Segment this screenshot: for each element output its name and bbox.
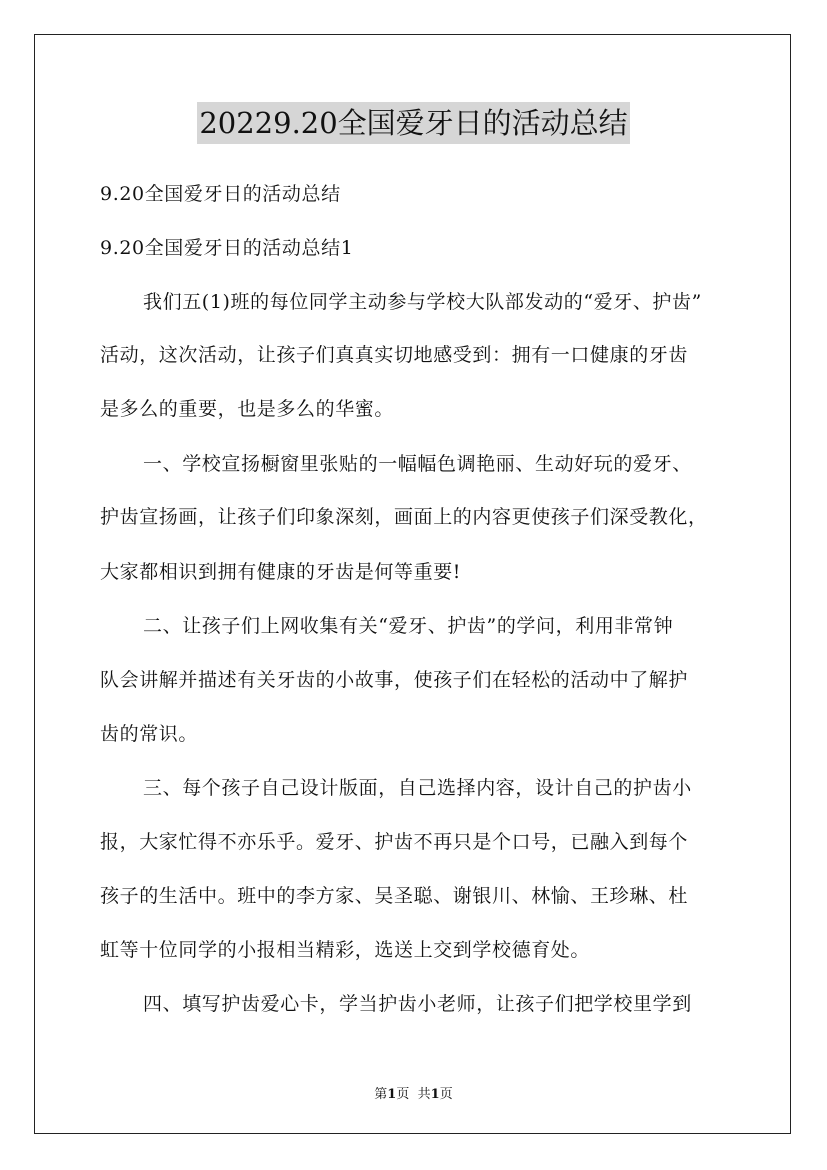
total-number: 1 xyxy=(430,1087,440,1102)
document-subtitle: 9.20全国爱牙日的活动总结 xyxy=(100,183,341,205)
paragraph-line: 我们五(1)班的每位同学主动参与学校大队部发动的“爱牙、护齿” xyxy=(143,291,702,313)
document-title: 20229.20全国爱牙日的活动总结 xyxy=(197,102,629,144)
paragraph-line: 虹等十位同学的小报相当精彩，选送上交到学校德育处。 xyxy=(100,939,591,961)
paragraph-line: 孩子的生活中。班中的李方家、吴圣聪、谢银川、林愉、王珍琳、杜 xyxy=(100,885,689,907)
paragraph-line: 护齿宣扬画，让孩子们印象深刻，画面上的内容更使孩子们深受教化， xyxy=(100,506,708,528)
paragraph-line: 齿的常识。 xyxy=(100,723,199,745)
page-number: 1 xyxy=(387,1087,397,1102)
page-prefix: 第 xyxy=(374,1087,388,1102)
paragraph-line: 活动，这次活动，让孩子们真真实切地感受到：拥有一口健康的牙齿 xyxy=(100,344,689,366)
total-suffix: 页 xyxy=(439,1087,453,1102)
paragraph-line: 四、填写护齿爱心卡，学当护齿小老师，让孩子们把学校里学到 xyxy=(143,993,692,1015)
paragraph-line: 队会讲解并描述有关牙齿的小故事，使孩子们在轻松的活动中了解护 xyxy=(100,669,689,691)
paragraph-line: 二、让孩子们上网收集有关“爱牙、护齿”的学问，利用非常钟 xyxy=(143,615,674,637)
title-wrapper xyxy=(0,102,827,144)
page-suffix: 页 xyxy=(396,1087,410,1102)
paragraph-line: 大家都相识到拥有健康的牙齿是何等重要! xyxy=(100,561,462,583)
paragraph-line: 是多么的重要，也是多么的华蜜。 xyxy=(100,398,395,420)
paragraph-line: 三、每个孩子自己设计版面，自己选择内容，设计自己的护齿小 xyxy=(143,777,692,799)
total-prefix: 共 xyxy=(417,1087,431,1102)
section-heading: 9.20全国爱牙日的活动总结1 xyxy=(100,237,354,259)
paragraph-line: 一、学校宣扬橱窗里张贴的一幅幅色调艳丽、生动好玩的爱牙、 xyxy=(143,453,692,475)
page-footer xyxy=(0,1083,827,1102)
paragraph-line: 报，大家忙得不亦乐乎。爱牙、护齿不再只是个口号，已融入到每个 xyxy=(100,831,689,853)
